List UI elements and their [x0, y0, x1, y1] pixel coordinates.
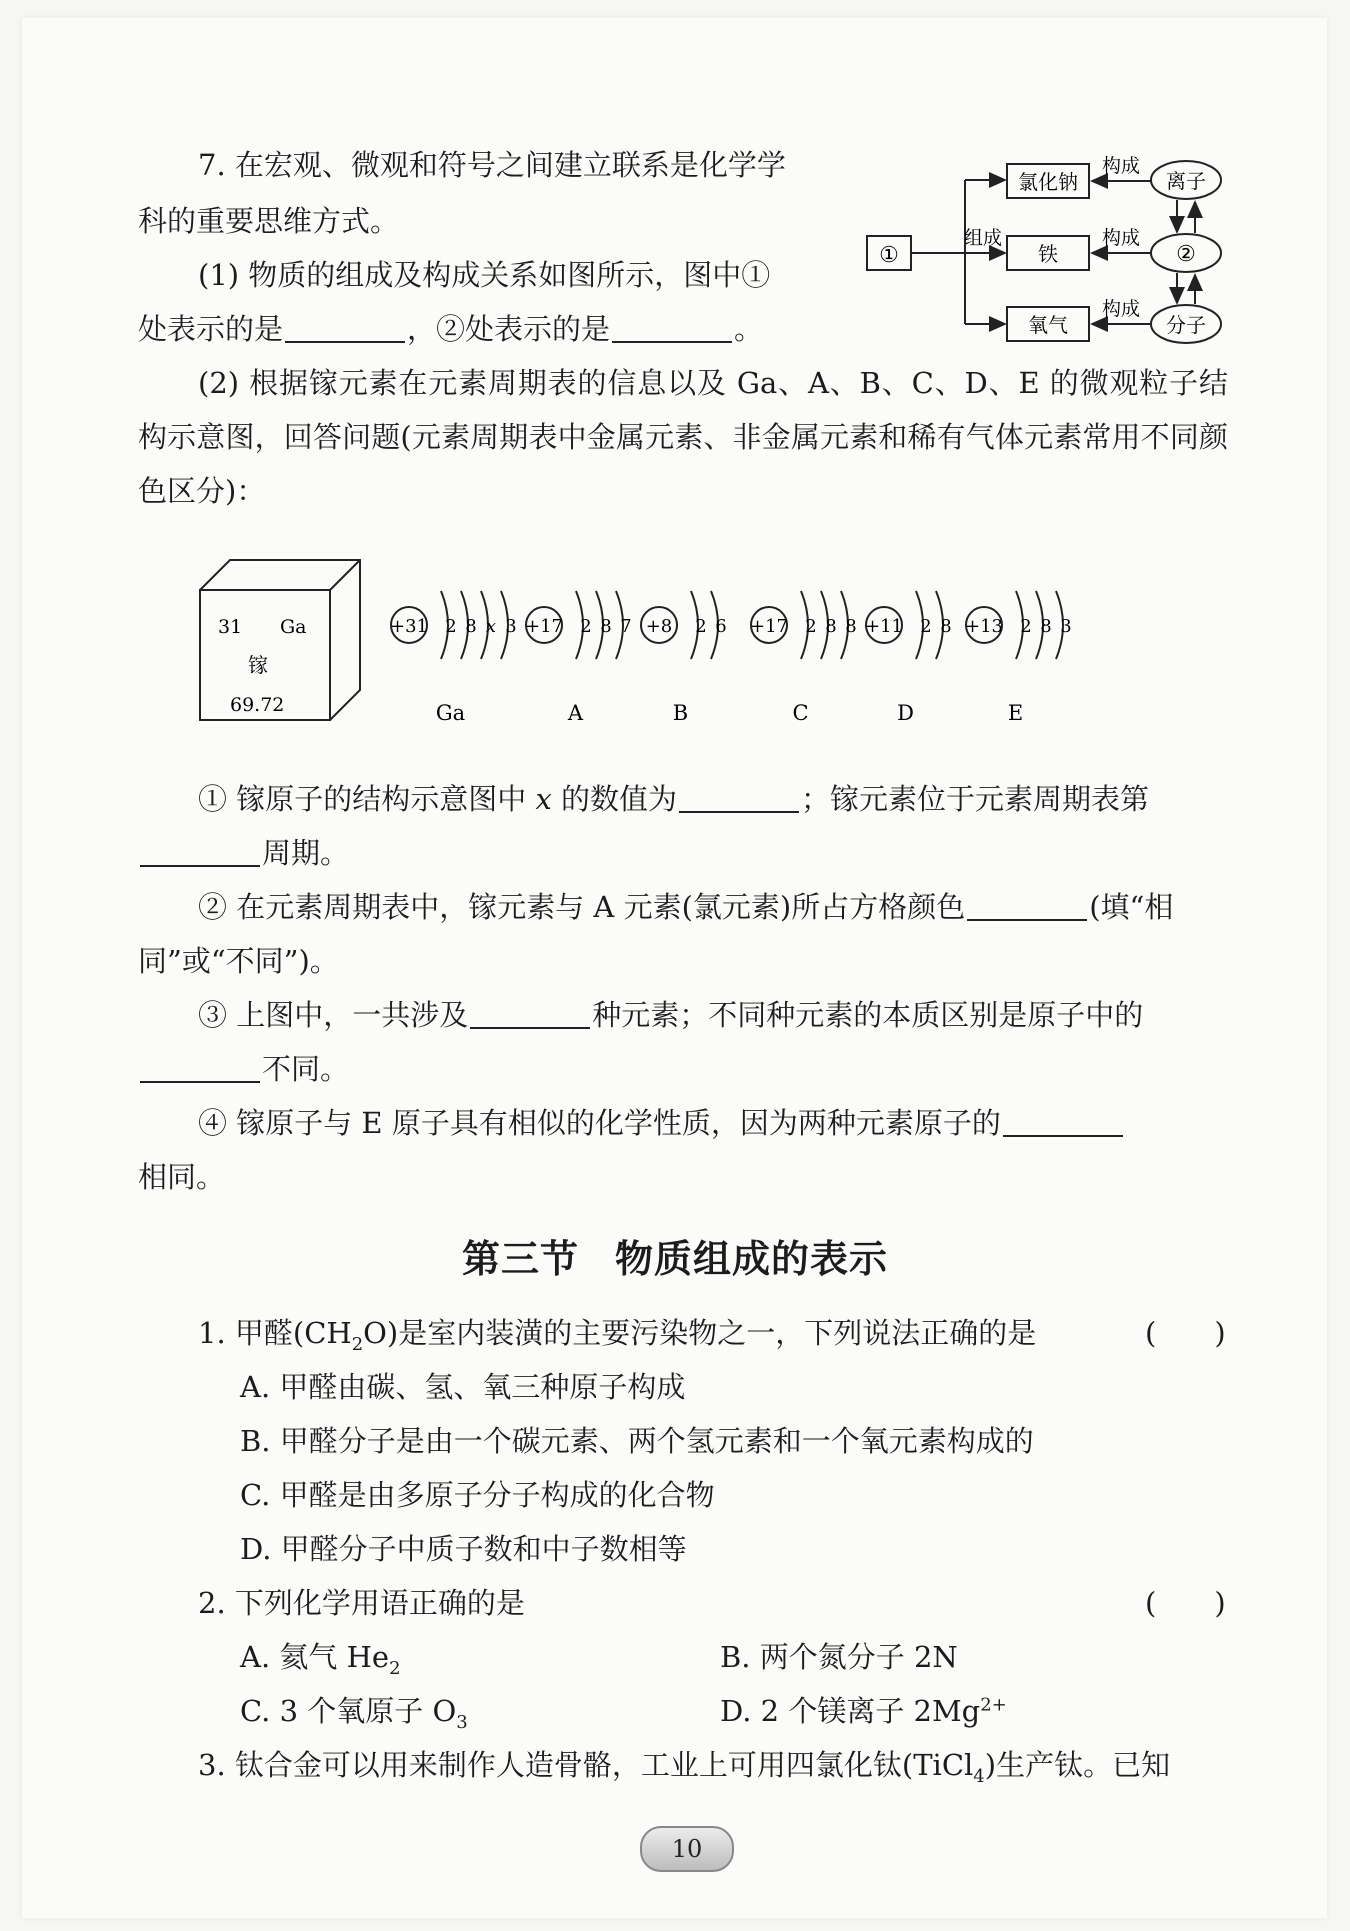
page-number: 10: [640, 1826, 734, 1872]
electron-shell-count: 2: [1020, 616, 1032, 637]
q1-answer-paren[interactable]: ( ): [1145, 1316, 1226, 1350]
composition-diagram: [855, 140, 1230, 350]
atom-nucleus-charge: +17: [525, 616, 563, 637]
atom-diagram-c-3: [750, 591, 857, 725]
q3-stem-b: )生产钛。已知: [984, 1748, 1171, 1782]
atom-diagram-b-2: [641, 591, 727, 725]
q7-sub2-line2: 同”或“不同”)。: [138, 944, 339, 978]
q1-stem-sub: 2: [351, 1333, 364, 1355]
q7-sub1-text-a: ① 镓原子的结构示意图中: [198, 782, 536, 816]
q1-option-a: A. 甲醛由碳、氢、氧三种原子构成: [240, 1370, 686, 1404]
electron-shell-count: 2: [920, 616, 932, 637]
diagram-ellipse-2-label: ②: [1176, 242, 1196, 267]
q2-option-c-text: C. 3 个氧原子 O: [240, 1694, 457, 1728]
q2-option-c-sub: 3: [456, 1711, 468, 1733]
q7-sub1-line2: [138, 826, 349, 880]
q7-sub1-text-c: ；镓元素位于元素周期表第: [801, 782, 1150, 816]
q7-sub1-text-b: 的数值为: [551, 782, 678, 816]
electron-shell-count: 7: [620, 616, 632, 637]
q7-part1-text-b: ，②处表示的是: [407, 312, 611, 346]
periodic-cell-symbol: Ga: [280, 616, 307, 638]
section-title-number: 第三节: [461, 1237, 579, 1281]
answer-blank-1[interactable]: [285, 311, 405, 343]
q1-stem: [198, 1306, 1036, 1360]
answer-blank-3[interactable]: [679, 781, 799, 813]
electron-shell-count: 2: [445, 616, 457, 637]
q7-part1-line1: (1) 物质的组成及构成关系如图所示，图中①: [198, 258, 771, 292]
diagram-label-goucheng-2: 构成: [1101, 227, 1141, 249]
q7-part1-text-a: 处表示的是: [138, 312, 284, 346]
q2-option-d-text: D. 2 个镁离子 2Mg: [720, 1694, 981, 1728]
electron-shell-count: 8: [465, 616, 477, 637]
periodic-cell-number: 31: [218, 616, 243, 638]
q1-stem-a: 1. 甲醛(CH: [198, 1316, 352, 1350]
q1-option-d: D. 甲醛分子中质子数和中子数相等: [240, 1532, 687, 1566]
atom-label: C: [792, 701, 809, 725]
q7-intro-line2: 科的重要思维方式。: [138, 204, 400, 238]
diagram-fe-label: 铁: [1038, 242, 1058, 266]
q3-stem-sub: 4: [973, 1765, 985, 1787]
q7-part2-text: (2) 根据镓元素在元素周期表的信息以及 Ga、A、B、C、D、E 的微观粒子结构示意图，回答问题(元素周期表中金属元素、非金属元素和稀有气体元素常用不同颜色区分)：: [138, 366, 1228, 508]
q7-sub4-line1: [198, 1096, 1125, 1150]
q2-option-b: B. 两个氮分子 2N: [720, 1640, 958, 1674]
diagram-box-1-label: ①: [879, 243, 899, 268]
q7-sub2-text-b: (填“相: [1089, 890, 1174, 924]
electron-shell-count: x: [485, 616, 497, 637]
q2-option-a-sub: 2: [389, 1657, 401, 1679]
section-title-text: 物质组成的表示: [615, 1237, 889, 1281]
q7-sub1-text-d: 周期。: [262, 836, 350, 870]
q7-part1-text-c: 。: [734, 312, 764, 346]
atom-nucleus-charge: +13: [965, 616, 1003, 637]
atom-label: E: [1007, 701, 1024, 725]
electron-shell-count: 3: [1060, 616, 1072, 637]
q7-sub4-line2: 相同。: [138, 1160, 226, 1194]
periodic-cell-mass: 69.72: [230, 694, 285, 716]
q1-stem-b: O)是室内装潢的主要污染物之一，下列说法正确的是: [363, 1316, 1037, 1350]
q7-sub2-text-a: ② 在元素周期表中，镓元素与 A 元素(氯元素)所占方格颜色: [198, 890, 966, 924]
answer-blank-5[interactable]: [967, 889, 1087, 921]
answer-blank-4[interactable]: [140, 835, 260, 867]
atom-diagram-e-5: [965, 591, 1072, 725]
atom-label: D: [897, 701, 914, 725]
q3-stem-a: 3. 钛合金可以用来制作人造骨骼，工业上可用四氯化钛(TiCl: [198, 1748, 974, 1782]
electron-shell-count: 6: [715, 616, 727, 637]
answer-blank-2[interactable]: [612, 311, 732, 343]
q7-sub4-text-a: ④ 镓原子与 E 原子具有相似的化学性质，因为两种元素原子的: [198, 1106, 1001, 1140]
periodic-cell-name: 镓: [248, 653, 268, 677]
q7-sub1-line1: [198, 772, 1149, 826]
q7-intro-line1: 7. 在宏观、微观和符号之间建立联系是化学学: [198, 148, 786, 182]
atom-nucleus-charge: +31: [390, 616, 428, 637]
diagram-label-goucheng-3: 构成: [1101, 298, 1141, 320]
q2-option-a-text: A. 氦气 He: [240, 1640, 390, 1674]
q2-option-d: [720, 1684, 1007, 1738]
electron-shell-count: 2: [695, 616, 707, 637]
diagram-molecule-label: 分子: [1166, 313, 1206, 337]
atom-label: B: [672, 701, 689, 725]
answer-blank-8[interactable]: [1003, 1105, 1123, 1137]
electron-shell-count: 8: [825, 616, 837, 637]
q2-option-a: [240, 1630, 401, 1684]
q2-option-c: [240, 1684, 468, 1738]
q3-stem: [198, 1738, 1170, 1792]
q2-stem: 2. 下列化学用语正确的是: [198, 1586, 525, 1620]
q1-option-c: C. 甲醛是由多原子分子构成的化合物: [240, 1478, 715, 1512]
q1-option-b: B. 甲醛分子是由一个碳元素、两个氢元素和一个氧元素构成的: [240, 1424, 1034, 1458]
diagram-nacl-label: 氯化钠: [1018, 170, 1078, 194]
q7-sub1-var: x: [535, 782, 552, 816]
electron-shell-count: 8: [940, 616, 952, 637]
q7-sub3-text-c: 不同。: [262, 1052, 350, 1086]
section-title: [0, 1228, 1350, 1283]
diagram-o2-label: 氧气: [1028, 313, 1068, 337]
answer-blank-6[interactable]: [470, 997, 590, 1029]
atoms-layer: [390, 591, 1072, 725]
atom-label: A: [567, 701, 584, 725]
q2-option-d-sup: 2+: [980, 1694, 1007, 1716]
q7-sub3-line2: [138, 1042, 349, 1096]
atom-nucleus-charge: +17: [750, 616, 788, 637]
atom-label: Ga: [435, 701, 466, 725]
q7-sub3-text-b: 种元素；不同种元素的本质区别是原子中的: [592, 998, 1144, 1032]
atom-nucleus-charge: +11: [865, 616, 903, 637]
atom-nucleus-charge: +8: [645, 616, 673, 637]
q7-part1-line2: [138, 302, 763, 356]
q7-sub3-line1: [198, 988, 1143, 1042]
atom-structure-figure: [190, 550, 1190, 740]
diagram-ion-label: 离子: [1166, 169, 1206, 193]
diagram-label-goucheng-1: 构成: [1101, 155, 1141, 177]
electron-shell-count: 8: [600, 616, 612, 637]
diagram-label-zucheng: 组成: [963, 227, 1003, 249]
electron-shell-count: 8: [845, 616, 857, 637]
atom-diagram-ga-0: [390, 591, 517, 725]
electron-shell-count: 2: [580, 616, 592, 637]
electron-shell-count: 2: [805, 616, 817, 637]
answer-blank-7[interactable]: [140, 1051, 260, 1083]
q7-sub3-text-a: ③ 上图中，一共涉及: [198, 998, 469, 1032]
electron-shell-count: 8: [1040, 616, 1052, 637]
q2-answer-paren[interactable]: ( ): [1145, 1586, 1226, 1620]
electron-shell-count: 3: [505, 616, 517, 637]
atom-diagram-a-1: [525, 591, 632, 725]
atom-diagram-d-4: [865, 591, 952, 725]
q7-sub2-line1: [198, 880, 1173, 934]
